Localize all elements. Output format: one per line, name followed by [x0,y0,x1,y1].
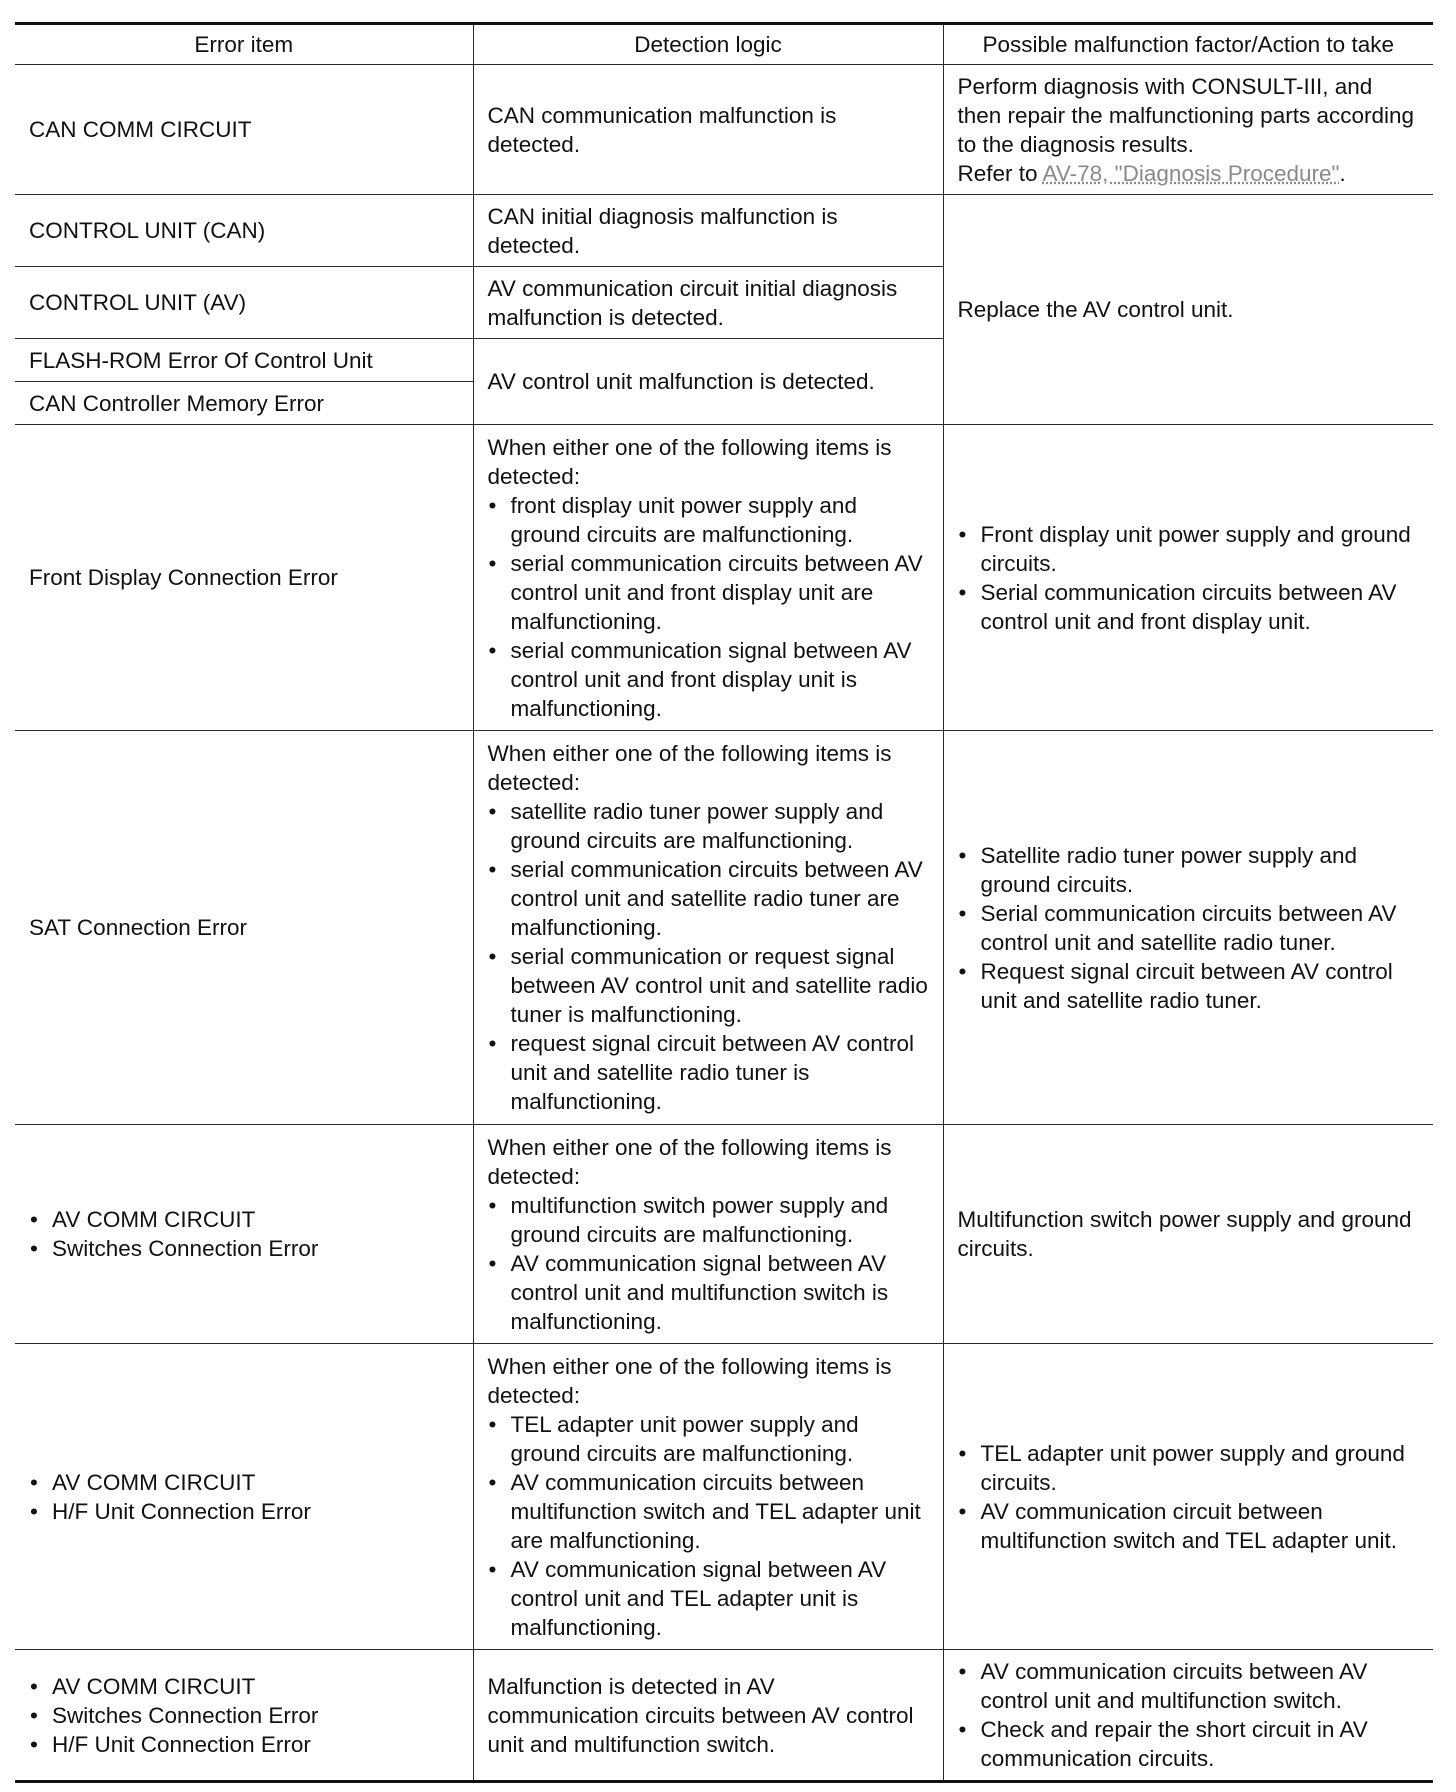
list-item: • AV COMM CIRCUIT [29,1205,459,1234]
list-item: • serial communication signal between AV control unit and front display unit is malfunctioning. [488,636,929,723]
list-item: • TEL adapter unit power supply and ground circuits. [958,1439,1420,1497]
table-row [15,1650,1433,1782]
table-row [15,195,1433,267]
table-row [15,65,1433,195]
diagnosis-procedure-link[interactable]: AV-78, "Diagnosis Procedure" [1042,160,1340,186]
list-item: • request signal circuit between AV control unit and satellite radio tuner is malfunctioning. [488,1029,929,1116]
error-item-cell: CAN COMM CIRCUIT [15,65,473,195]
list-item: • AV COMM CIRCUIT [29,1672,459,1701]
list-item: • Request signal circuit between AV control unit and satellite radio tuner. [958,957,1420,1015]
action-text: Perform diagnosis with CONSULT-III, and then repair the malfunctioning parts according to the diagnosis results. [957,73,1415,157]
logic-intro: When either one of the following items is detected: [487,741,892,795]
list-item: • serial communication circuits between AV control unit and front display unit are malfunctioning. [488,549,929,636]
error-item-cell: CONTROL UNIT (CAN) [15,195,473,267]
action-cell: Multifunction switch power supply and ground circuits. [943,1125,1433,1344]
header-error-item: Error item [15,24,473,65]
action-reference [958,159,1420,188]
list-item: • Serial communication circuits between AV control unit and satellite radio tuner. [958,899,1420,957]
error-item-bullet-list [29,1672,459,1759]
detection-logic-cell [473,425,943,731]
error-item-cell [15,1125,473,1344]
header-action: Possible malfunction factor/Action to take [943,24,1433,65]
list-item: • Switches Connection Error [29,1234,459,1263]
table-row [15,425,1433,731]
detection-logic-cell [473,731,943,1125]
action-bullet-list [958,1657,1420,1773]
table-row [15,731,1433,1125]
table-row [15,1344,1433,1650]
detection-logic-cell [473,1125,943,1344]
error-item-bullet-list [29,1468,459,1526]
list-item: • satellite radio tuner power supply and ground circuits are malfunctioning. [488,797,929,855]
list-item: • serial communication or request signal between AV control unit and satellite radio tuner is malfunctioning. [488,942,929,1029]
table-header-row [15,24,1433,65]
list-item: • Serial communication circuits between AV control unit and front display unit. [958,578,1420,636]
error-item-cell: CAN Controller Memory Error [15,382,473,425]
error-item-cell: CONTROL UNIT (AV) [15,267,473,339]
action-cell: Replace the AV control unit. [943,195,1433,425]
detection-logic-cell: CAN communication malfunction is detected. [473,65,943,195]
reference-suffix: . [1339,160,1346,186]
list-item: • AV communication signal between AV control unit and multifunction switch is malfunctioning. [488,1249,929,1336]
action-cell [943,425,1433,731]
table-row [15,1125,1433,1344]
logic-bullet-list [488,797,929,1116]
logic-bullet-list [488,1410,929,1642]
header-detection-logic: Detection logic [473,24,943,65]
error-item-cell: Front Display Connection Error [15,425,473,731]
action-cell [943,1344,1433,1650]
error-item-table [15,22,1433,1783]
action-cell [943,65,1433,195]
detection-logic-cell: AV control unit malfunction is detected. [473,339,943,425]
detection-logic-cell [473,1344,943,1650]
list-item: • AV communication circuits between multifunction switch and TEL adapter unit are malfunctioning. [488,1468,929,1555]
action-cell [943,731,1433,1125]
list-item: • Check and repair the short circuit in AV communication circuits. [958,1715,1420,1773]
list-item: • Satellite radio tuner power supply and ground circuits. [958,841,1420,899]
list-item: • AV communication circuit between multifunction switch and TEL adapter unit. [958,1497,1420,1555]
list-item: • multifunction switch power supply and ground circuits are malfunctioning. [488,1191,929,1249]
error-item-cell [15,1344,473,1650]
error-item-bullet-list [29,1205,459,1263]
detection-logic-cell: AV communication circuit initial diagnosis malfunction is detected. [473,267,943,339]
error-item-cell: FLASH-ROM Error Of Control Unit [15,339,473,382]
list-item: • H/F Unit Connection Error [29,1497,459,1526]
reference-prefix: Refer to [957,160,1043,186]
list-item: • front display unit power supply and ground circuits are malfunctioning. [488,491,929,549]
logic-bullet-list [488,491,929,723]
action-bullet-list [958,841,1420,1015]
list-item: • AV communication circuits between AV control unit and multifunction switch. [958,1657,1420,1715]
detection-logic-cell: CAN initial diagnosis malfunction is detected. [473,195,943,267]
action-bullet-list [958,520,1420,636]
error-item-cell [15,1650,473,1782]
list-item: • Switches Connection Error [29,1701,459,1730]
logic-intro: When either one of the following items is detected: [487,1134,892,1189]
list-item: • AV COMM CIRCUIT [29,1468,459,1497]
list-item: • Front display unit power supply and ground circuits. [958,520,1420,578]
diagnosis-table-page [15,22,1433,1783]
detection-logic-cell: Malfunction is detected in AV communication circuits between AV control unit and multifunction switch. [473,1650,943,1782]
logic-bullet-list [488,1191,929,1336]
list-item: • serial communication circuits between AV control unit and satellite radio tuner are malfunctioning. [488,855,929,942]
list-item: • H/F Unit Connection Error [29,1730,459,1759]
list-item: • AV communication signal between AV control unit and TEL adapter unit is malfunctioning. [488,1555,929,1642]
error-item-cell: SAT Connection Error [15,731,473,1125]
list-item: • TEL adapter unit power supply and ground circuits are malfunctioning. [488,1410,929,1468]
logic-intro: When either one of the following items is detected: [487,1353,892,1408]
action-cell [943,1650,1433,1782]
action-bullet-list [958,1439,1420,1555]
logic-intro: When either one of the following items is detected: [487,434,892,489]
